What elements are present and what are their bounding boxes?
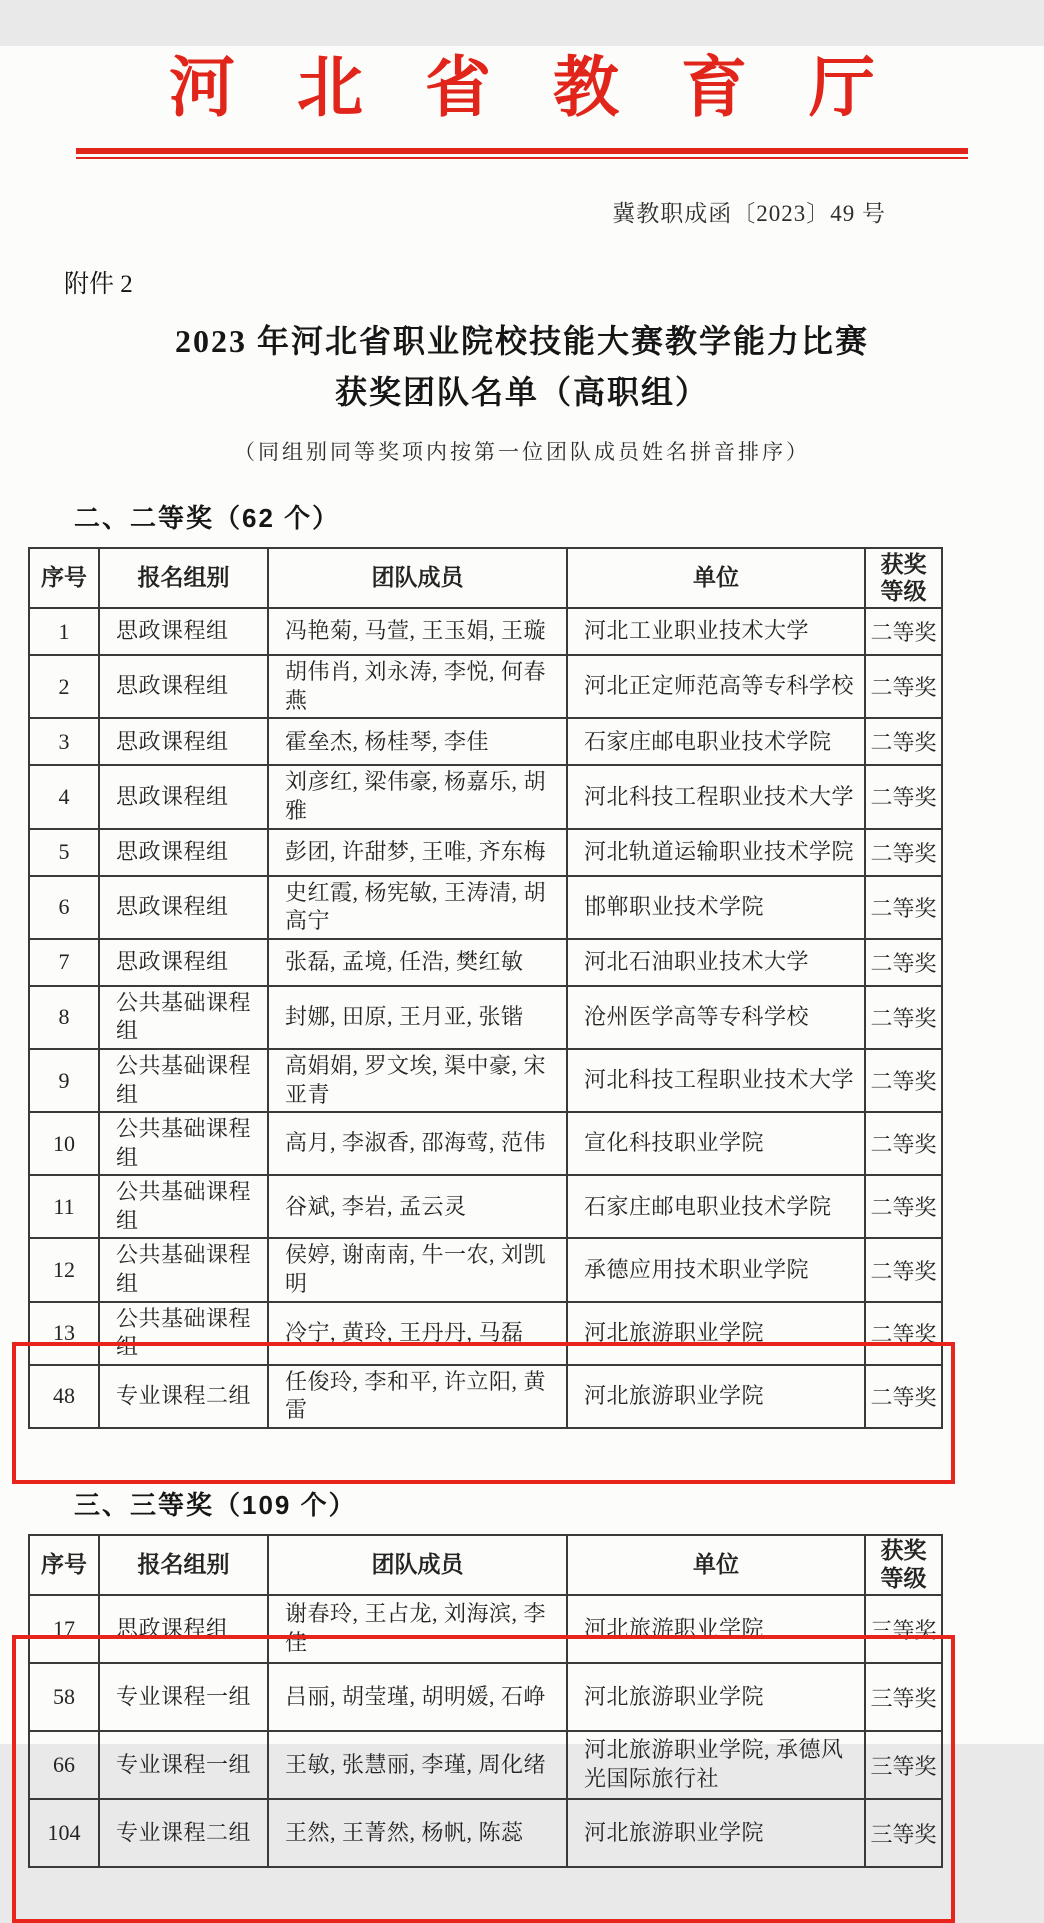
column-header-unit: 单位	[567, 548, 865, 608]
cell-award: 二等奖	[865, 1238, 942, 1301]
cell-award: 二等奖	[865, 1365, 942, 1428]
cell-members: 彭团, 许甜梦, 王唯, 齐东梅	[268, 829, 567, 876]
divider-thin-line	[76, 157, 968, 159]
cell-no: 7	[29, 939, 99, 986]
cell-no: 9	[29, 1049, 99, 1112]
cell-unit: 河北旅游职业学院, 承德风光国际旅行社	[567, 1731, 865, 1799]
cell-award: 二等奖	[865, 718, 942, 765]
cell-no: 13	[29, 1302, 99, 1365]
cell-unit: 河北科技工程职业技术大学	[567, 1049, 865, 1112]
doc-number: 冀教职成函〔2023〕49 号	[612, 200, 886, 226]
cell-unit: 河北旅游职业学院	[567, 1302, 865, 1365]
cell-members: 霍垒杰, 杨桂琴, 李佳	[268, 718, 567, 765]
table-row	[29, 1595, 942, 1663]
section-heading-second-prize: 二、二等奖（62 个）	[74, 503, 341, 534]
cell-award: 三等奖	[865, 1731, 942, 1799]
second-prize-table	[28, 547, 943, 1429]
cell-award: 二等奖	[865, 1049, 942, 1112]
cell-unit: 沧州医学高等专科学校	[567, 986, 865, 1049]
column-header-group: 报名组别	[99, 548, 268, 608]
document-page	[0, 46, 1044, 1847]
cell-no: 10	[29, 1112, 99, 1175]
table-row	[29, 1663, 942, 1731]
table-row	[29, 1731, 942, 1799]
table-row	[29, 1302, 942, 1365]
table-row	[29, 829, 942, 876]
third-prize-table	[28, 1534, 943, 1868]
cell-members: 谷斌, 李岩, 孟云灵	[268, 1175, 567, 1238]
column-header-group: 报名组别	[99, 1535, 268, 1595]
cell-no: 4	[29, 765, 99, 828]
cell-group: 思政课程组	[99, 876, 268, 939]
cell-group: 思政课程组	[99, 608, 268, 655]
cell-award: 二等奖	[865, 829, 942, 876]
cell-unit: 宣化科技职业学院	[567, 1112, 865, 1175]
cell-group: 公共基础课程组	[99, 1112, 268, 1175]
column-header-no: 序号	[29, 1535, 99, 1595]
table-row	[29, 939, 942, 986]
cell-no: 17	[29, 1595, 99, 1663]
cell-members: 王敏, 张慧丽, 李瑾, 周化绪	[268, 1731, 567, 1799]
column-header-no: 序号	[29, 548, 99, 608]
column-header-members: 团队成员	[268, 1535, 567, 1595]
cell-unit: 河北轨道运输职业技术学院	[567, 829, 865, 876]
doc-title-line2: 获奖团队名单（高职组）	[334, 373, 709, 410]
cell-no: 1	[29, 608, 99, 655]
sorting-note: （同组别同等奖项内按第一位团队成员姓名拼音排序）	[234, 440, 810, 465]
table-row	[29, 1238, 942, 1301]
header-row	[29, 548, 942, 608]
cell-members: 冷宁, 黄玲, 王丹丹, 马磊	[268, 1302, 567, 1365]
cell-no: 3	[29, 718, 99, 765]
cell-members: 张磊, 孟境, 任浩, 樊红敏	[268, 939, 567, 986]
table-row	[29, 876, 942, 939]
cell-group: 思政课程组	[99, 939, 268, 986]
cell-no: 66	[29, 1731, 99, 1799]
cell-no: 48	[29, 1365, 99, 1428]
cell-members: 胡伟肖, 刘永涛, 李悦, 何春燕	[268, 655, 567, 718]
cell-group: 公共基础课程组	[99, 1049, 268, 1112]
cell-no: 2	[29, 655, 99, 718]
column-header-award: 获奖等级	[865, 548, 942, 608]
table-row	[29, 1175, 942, 1238]
table-row	[29, 1365, 942, 1428]
cell-award: 二等奖	[865, 1112, 942, 1175]
cell-members: 冯艳菊, 马萱, 王玉娟, 王璇	[268, 608, 567, 655]
cell-members: 史红霞, 杨宪敏, 王涛清, 胡高宁	[268, 876, 567, 939]
table-row	[29, 655, 942, 718]
section-heading-third-prize: 三、三等奖（109 个）	[74, 1490, 357, 1521]
table-row	[29, 1799, 942, 1867]
cell-group: 思政课程组	[99, 718, 268, 765]
table-row	[29, 718, 942, 765]
cell-no: 11	[29, 1175, 99, 1238]
cell-group: 专业课程二组	[99, 1799, 268, 1867]
cell-award: 二等奖	[865, 1175, 942, 1238]
cell-members: 封娜, 田原, 王月亚, 张锴	[268, 986, 567, 1049]
table-row	[29, 986, 942, 1049]
header-row	[29, 1535, 942, 1595]
cell-members: 侯婷, 谢南南, 牛一农, 刘凯明	[268, 1238, 567, 1301]
cell-group: 思政课程组	[99, 1595, 268, 1663]
table-row	[29, 1049, 942, 1112]
attachment-label: 附件 2	[64, 270, 133, 298]
cell-members: 吕丽, 胡莹瑾, 胡明媛, 石峥	[268, 1663, 567, 1731]
cell-award: 二等奖	[865, 608, 942, 655]
cell-unit: 河北科技工程职业技术大学	[567, 765, 865, 828]
cell-unit: 河北旅游职业学院	[567, 1365, 865, 1428]
column-header-unit: 单位	[567, 1535, 865, 1595]
cell-unit: 河北旅游职业学院	[567, 1663, 865, 1731]
column-header-members: 团队成员	[268, 548, 567, 608]
cell-group: 公共基础课程组	[99, 1302, 268, 1365]
cell-members: 刘彦红, 梁伟豪, 杨嘉乐, 胡雅	[268, 765, 567, 828]
cell-members: 高娟娟, 罗文埃, 渠中豪, 宋亚青	[268, 1049, 567, 1112]
cell-award: 二等奖	[865, 986, 942, 1049]
table-row	[29, 765, 942, 828]
cell-unit: 河北旅游职业学院	[567, 1595, 865, 1663]
cell-group: 思政课程组	[99, 655, 268, 718]
cell-group: 思政课程组	[99, 765, 268, 828]
cell-award: 二等奖	[865, 939, 942, 986]
cell-unit: 河北石油职业技术大学	[567, 939, 865, 986]
cell-unit: 石家庄邮电职业技术学院	[567, 1175, 865, 1238]
cell-group: 专业课程二组	[99, 1365, 268, 1428]
cell-group: 专业课程一组	[99, 1731, 268, 1799]
letterhead-divider	[76, 148, 968, 159]
table-row	[29, 608, 942, 655]
cell-award: 三等奖	[865, 1595, 942, 1663]
cell-award: 三等奖	[865, 1799, 942, 1867]
cell-no: 8	[29, 986, 99, 1049]
column-header-award: 获奖等级	[865, 1535, 942, 1595]
cell-no: 6	[29, 876, 99, 939]
cell-group: 公共基础课程组	[99, 986, 268, 1049]
cell-award: 二等奖	[865, 765, 942, 828]
letterhead-title-text: 河北省教育厅	[169, 52, 937, 125]
cell-group: 专业课程一组	[99, 1663, 268, 1731]
cell-no: 5	[29, 829, 99, 876]
cell-unit: 邯郸职业技术学院	[567, 876, 865, 939]
cell-group: 公共基础课程组	[99, 1238, 268, 1301]
cell-unit: 河北正定师范高等专科学校	[567, 655, 865, 718]
cell-members: 任俊玲, 李和平, 许立阳, 黄雷	[268, 1365, 567, 1428]
cell-no: 12	[29, 1238, 99, 1301]
table-row	[29, 1112, 942, 1175]
cell-unit: 河北工业职业技术大学	[567, 608, 865, 655]
cell-unit: 承德应用技术职业学院	[567, 1238, 865, 1301]
cell-award: 二等奖	[865, 655, 942, 718]
cell-members: 王然, 王菁然, 杨帆, 陈蕊	[268, 1799, 567, 1867]
cell-unit: 石家庄邮电职业技术学院	[567, 718, 865, 765]
cell-no: 104	[29, 1799, 99, 1867]
letterhead-title	[0, 46, 1044, 132]
cell-members: 高月, 李淑香, 邵海莺, 范伟	[268, 1112, 567, 1175]
cell-award: 二等奖	[865, 876, 942, 939]
cell-members: 谢春玲, 王占龙, 刘海滨, 李佳	[268, 1595, 567, 1663]
cell-group: 公共基础课程组	[99, 1175, 268, 1238]
divider-thick-line	[76, 148, 968, 154]
cell-unit: 河北旅游职业学院	[567, 1799, 865, 1867]
cell-award: 三等奖	[865, 1663, 942, 1731]
doc-title-line1: 2023 年河北省职业院校技能大赛教学能力比赛	[174, 322, 869, 359]
cell-group: 思政课程组	[99, 829, 268, 876]
cell-no: 58	[29, 1663, 99, 1731]
cell-award: 二等奖	[865, 1302, 942, 1365]
